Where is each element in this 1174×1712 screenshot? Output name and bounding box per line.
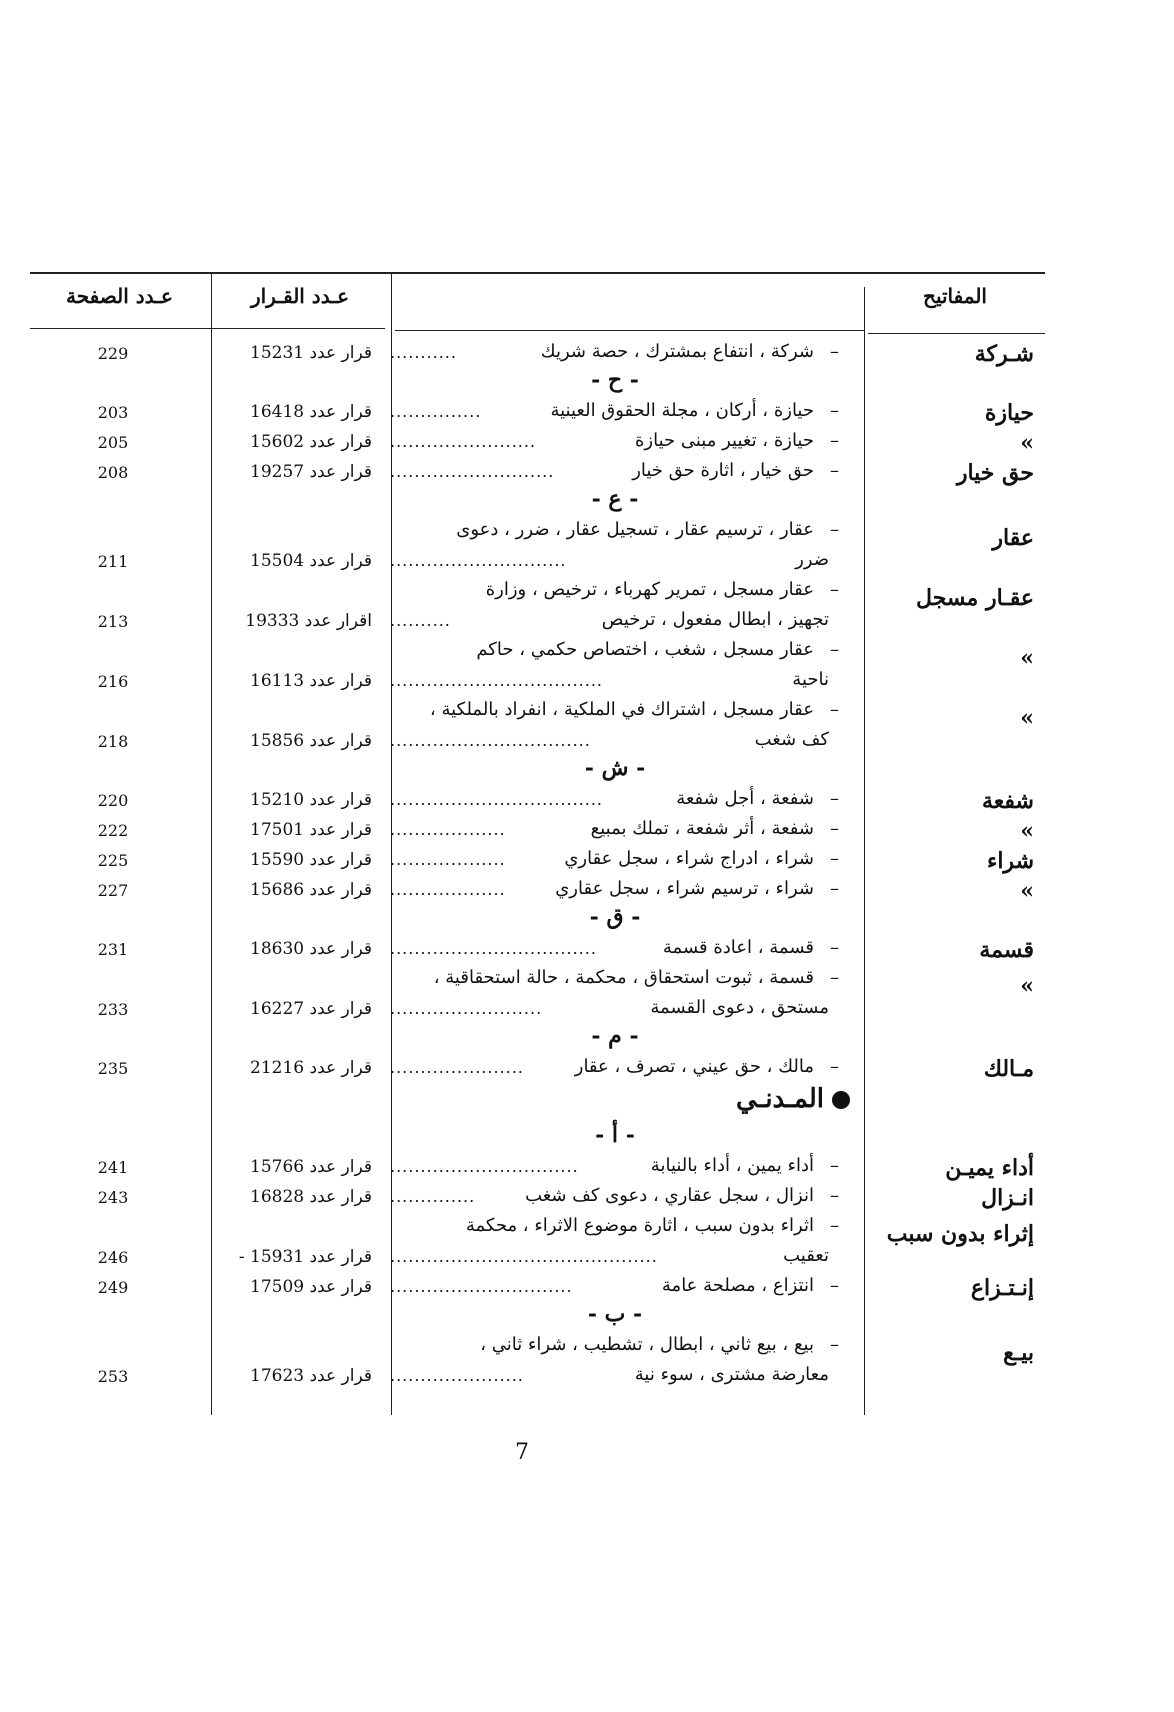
- keyword: »: [1020, 705, 1034, 731]
- header-bottom-rule: [30, 328, 385, 329]
- decision-number: قرار عدد 15602: [250, 432, 372, 452]
- section-letter: - ب -: [587, 1301, 643, 1327]
- decision-number: قرار عدد 21216: [250, 1058, 372, 1078]
- leader-dots: ......................: [390, 1366, 524, 1385]
- index-row: [0, 848, 1174, 878]
- keyword: »: [1020, 818, 1034, 844]
- description: شفعة ، أجل شفعة: [676, 788, 814, 809]
- section-letter: - ح -: [591, 367, 639, 393]
- description: أداء يمين ، أداء بالنيابة: [650, 1155, 814, 1176]
- header-keywords: المفاتيح: [923, 284, 987, 308]
- civil-section-heading: [690, 1084, 850, 1114]
- page-ref: 213: [97, 612, 129, 631]
- leader-dots: ...................................: [390, 790, 604, 809]
- description: شفعة ، أثر شفعة ، تملك بمبيع: [590, 818, 814, 839]
- header-top-rule: [30, 272, 1045, 274]
- header-bottom-rule-keywords: [868, 333, 1045, 334]
- description-continued: تجهيز ، ابطال مفعول ، ترخيص: [601, 609, 829, 630]
- description: عقار مسجل ، تمرير كهرباء ، ترخيص ، وزارة: [485, 579, 814, 600]
- page-ref: 249: [97, 1278, 129, 1297]
- keyword: أداء يميـن: [945, 1155, 1034, 1181]
- item-dash: –: [830, 1334, 839, 1355]
- description-continued: ضرر: [795, 549, 829, 570]
- description: اثراء بدون سبب ، اثارة موضوع الاثراء ، محكمة: [465, 1215, 814, 1236]
- leader-dots: ...................................: [390, 671, 604, 690]
- index-row: [0, 818, 1174, 848]
- item-dash: –: [830, 519, 839, 540]
- index-row: [0, 967, 1174, 1027]
- keyword: إنـتـزاع: [970, 1275, 1034, 1301]
- section-letter: - ش -: [584, 755, 646, 781]
- decision-number: قرار عدد 16828: [250, 1187, 372, 1207]
- page-ref: 216: [97, 672, 129, 691]
- page-ref: 205: [97, 433, 129, 452]
- leader-dots: ...................: [390, 880, 506, 899]
- description: مالك ، حق عيني ، تصرف ، عقار: [574, 1056, 814, 1077]
- civil-section-title: المـدنـي: [736, 1084, 824, 1114]
- decision-number: قرار عدد 18630: [250, 939, 372, 959]
- keyword: »: [1020, 973, 1034, 999]
- description: انتزاع ، مصلحة عامة: [661, 1275, 814, 1296]
- keyword: شـركة: [974, 341, 1034, 367]
- decision-number: قرار عدد 16227: [250, 999, 372, 1019]
- item-dash: –: [830, 699, 839, 720]
- leader-dots: ......................: [390, 1058, 524, 1077]
- index-row: [0, 699, 1174, 759]
- index-row: [0, 937, 1174, 967]
- leader-dots: .................................: [390, 731, 591, 750]
- header-page-no: عـدد الصفحة: [66, 284, 173, 308]
- page-number: 7: [515, 1440, 529, 1465]
- description: حيازة ، تغيير مبنى حيازة: [634, 430, 814, 451]
- decision-number: قرار عدد 17509: [250, 1277, 372, 1297]
- leader-dots: .............................: [390, 551, 567, 570]
- page-ref: 231: [97, 940, 129, 959]
- index-row: [0, 1215, 1174, 1275]
- item-dash: –: [830, 579, 839, 600]
- keyword: قسمة: [979, 937, 1034, 963]
- description: عقار مسجل ، اشتراك في الملكية ، انفراد بالملكية ،: [429, 699, 814, 720]
- item-dash: –: [830, 1155, 839, 1176]
- leader-dots: ...........................: [390, 462, 555, 481]
- keyword: انـزال: [981, 1185, 1034, 1211]
- description: بيع ، بيع ثاني ، ابطال ، تشطيب ، شراء ثاني ،: [480, 1334, 814, 1355]
- decision-number: قرار عدد 17623: [250, 1366, 372, 1386]
- page-ref: 253: [97, 1367, 129, 1386]
- leader-dots: ..............................: [390, 1277, 573, 1296]
- leader-dots: ...............................: [390, 1157, 579, 1176]
- keyword: شراء: [986, 848, 1034, 874]
- decision-number: قرار عدد 15766: [250, 1157, 372, 1177]
- description: حق خيار ، اثارة حق خيار: [632, 460, 814, 481]
- index-row: [0, 1334, 1174, 1394]
- item-dash: –: [830, 1056, 839, 1077]
- leader-dots: ...........: [390, 343, 457, 362]
- section-letter: - ع -: [591, 486, 639, 512]
- keyword: إثراء بدون سبب: [886, 1221, 1034, 1247]
- description: شراء ، ترسيم شراء ، سجل عقاري: [555, 878, 814, 899]
- decision-number: قرار عدد 15590: [250, 850, 372, 870]
- decision-number: قرار عدد 15931 -: [238, 1247, 372, 1267]
- leader-dots: .........................: [390, 999, 543, 1018]
- decision-number: قرار عدد 15856: [250, 731, 372, 751]
- page-ref: 233: [97, 1000, 129, 1019]
- description: قسمة ، ثبوت استحقاق ، محكمة ، حالة استحقاقية ،: [433, 967, 814, 988]
- keyword: شفعة: [982, 788, 1034, 814]
- description-continued: معارضة مشترى ، سوء نية: [634, 1364, 829, 1385]
- header-decision-no: عـدد القـرار: [250, 284, 350, 308]
- decision-number: قرار عدد 17501: [250, 820, 372, 840]
- keyword: »: [1020, 878, 1034, 904]
- keyword: »: [1020, 430, 1034, 456]
- item-dash: –: [830, 400, 839, 421]
- leader-dots: ............................................: [390, 1247, 658, 1266]
- item-dash: –: [830, 848, 839, 869]
- keyword: بيـع: [1003, 1340, 1034, 1366]
- decision-number: قرار عدد 15210: [250, 790, 372, 810]
- leader-dots: ...................: [390, 820, 506, 839]
- page-ref: 225: [97, 851, 129, 870]
- page-ref: 203: [97, 403, 129, 422]
- keyword: مـالك: [983, 1056, 1034, 1082]
- decision-number: قرار عدد 15231: [250, 343, 372, 363]
- item-dash: –: [830, 818, 839, 839]
- decision-number: قرار عدد 19257: [250, 462, 372, 482]
- item-dash: –: [830, 937, 839, 958]
- bullet-icon: [832, 1091, 850, 1109]
- description-continued: تعقيب: [783, 1245, 829, 1266]
- keyword: عقار: [992, 525, 1034, 551]
- section-letter: - أ -: [595, 1122, 635, 1148]
- page-ref: 220: [97, 791, 129, 810]
- description-continued: كف شغب: [754, 729, 829, 750]
- page-ref: 243: [97, 1188, 129, 1207]
- page-ref: 208: [97, 463, 129, 482]
- decision-number: اقرار عدد 19333: [245, 611, 372, 631]
- description: عقار مسجل ، شغب ، اختصاص حكمي ، حاكم: [476, 639, 814, 660]
- item-dash: –: [830, 460, 839, 481]
- page-ref: 235: [97, 1059, 129, 1078]
- page-ref: 227: [97, 881, 129, 900]
- page-ref: 218: [97, 732, 129, 751]
- item-dash: –: [830, 878, 839, 899]
- index-row: [0, 1056, 1174, 1086]
- page-ref: 241: [97, 1158, 129, 1177]
- item-dash: –: [830, 788, 839, 809]
- keyword: حيازة: [984, 400, 1034, 426]
- description: شركة ، انتفاع بمشترك ، حصة شريك: [540, 341, 814, 362]
- index-row: [0, 1155, 1174, 1185]
- item-dash: –: [830, 341, 839, 362]
- leader-dots: ..................................: [390, 939, 597, 958]
- leader-dots: ...................: [390, 850, 506, 869]
- decision-number: قرار عدد 15504: [250, 551, 372, 571]
- description: شراء ، ادراج شراء ، سجل عقاري: [564, 848, 814, 869]
- decision-number: قرار عدد 16418: [250, 402, 372, 422]
- leader-dots: ........................: [390, 432, 537, 451]
- index-row: [0, 639, 1174, 699]
- leader-dots: ..........: [390, 611, 451, 630]
- page-ref: 222: [97, 821, 129, 840]
- index-row: [0, 579, 1174, 639]
- keyword: حق خيار: [956, 460, 1034, 486]
- index-row: [0, 519, 1174, 579]
- section-letter: - ق -: [589, 904, 641, 930]
- header-bottom-rule-desc: [395, 330, 865, 331]
- description: حيازة ، أركان ، مجلة الحقوق العينية: [550, 400, 814, 421]
- description: انزال ، سجل عقاري ، دعوى كف شغب: [525, 1185, 814, 1206]
- item-dash: –: [830, 1275, 839, 1296]
- description-continued: ناحية: [792, 669, 829, 690]
- leader-dots: ..............: [390, 1187, 476, 1206]
- leader-dots: ...............: [390, 402, 482, 421]
- keyword: »: [1020, 645, 1034, 671]
- index-row: [0, 1185, 1174, 1215]
- page-ref: 229: [97, 344, 129, 363]
- decision-number: قرار عدد 16113: [250, 671, 372, 691]
- description-continued: مستحق ، دعوى القسمة: [650, 997, 829, 1018]
- item-dash: –: [830, 1185, 839, 1206]
- index-row: [0, 788, 1174, 818]
- keyword: عقـار مسجل: [916, 585, 1034, 611]
- index-row: [0, 400, 1174, 430]
- decision-number: قرار عدد 15686: [250, 880, 372, 900]
- item-dash: –: [830, 967, 839, 988]
- index-row: [0, 430, 1174, 460]
- item-dash: –: [830, 639, 839, 660]
- item-dash: –: [830, 1215, 839, 1236]
- description: قسمة ، اعادة قسمة: [662, 937, 814, 958]
- description: عقار ، ترسيم عقار ، تسجيل عقار ، ضرر ، دعوى: [456, 519, 814, 540]
- page-ref: 211: [97, 552, 129, 571]
- section-letter: - م -: [591, 1023, 639, 1049]
- page-ref: 246: [97, 1248, 129, 1267]
- item-dash: –: [830, 430, 839, 451]
